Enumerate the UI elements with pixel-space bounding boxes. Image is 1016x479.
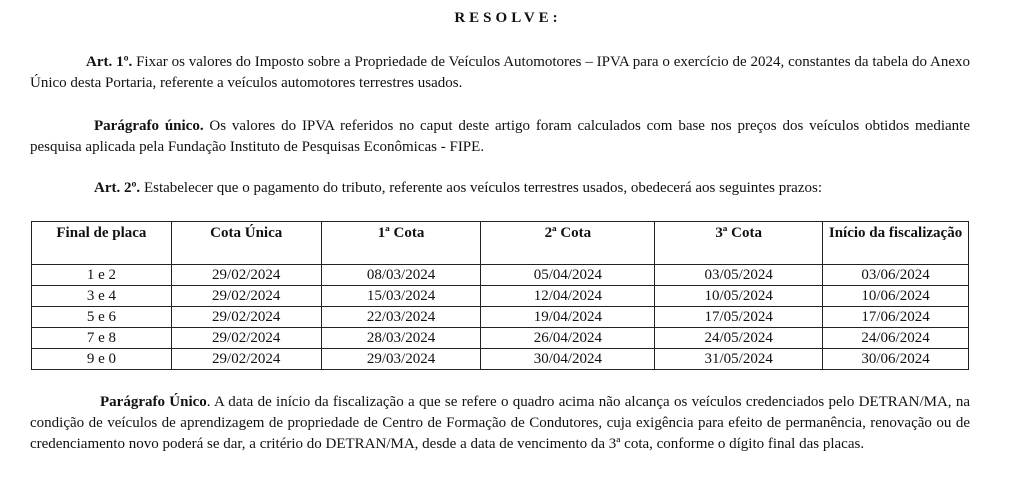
table-cell: 17/06/2024 [823, 307, 969, 328]
art-2-label: Art. 2º. [94, 180, 141, 196]
header-3a-cota: 3ª Cota [655, 222, 823, 265]
table-cell: 12/04/2024 [481, 286, 655, 307]
table-cell: 31/05/2024 [655, 349, 823, 370]
table-cell: 26/04/2024 [481, 328, 655, 349]
paragrafo-unico-2-text: . A data de início da fiscalização a que se refere o quadro acima não alcança os veículos credenciados pelo DETRAN/MA, na condição de veículos de aprendizagem de propriedade de Centro de Formação de Condutores, cuja exigência para efeito de permanência, renovação ou de credenciamento novo poderá se dar, a critério do DETRAN/MA, desde a data de vencimento da 3ª cota, conforme o dígito final das placas. [30, 394, 970, 452]
resolve-heading: RESOLVE: [454, 10, 562, 26]
table-cell: 29/02/2024 [171, 328, 321, 349]
header-2a-cota: 2ª Cota [481, 222, 655, 265]
table-cell: 29/02/2024 [171, 307, 321, 328]
table-header-row [32, 222, 969, 265]
table-cell: 29/02/2024 [171, 286, 321, 307]
payment-schedule-table [31, 221, 969, 370]
table-row [32, 265, 969, 286]
table-cell: 15/03/2024 [321, 286, 481, 307]
art-2-text: Estabelecer que o pagamento do tributo, referente aos veículos terrestres usados, obedecerá aos seguintes prazos: [140, 180, 823, 196]
table-cell: 28/03/2024 [321, 328, 481, 349]
table-cell: 24/05/2024 [655, 328, 823, 349]
table-cell: 29/02/2024 [171, 349, 321, 370]
paragrafo-unico-1-label: Parágrafo único. [94, 118, 204, 134]
table-cell: 10/06/2024 [823, 286, 969, 307]
table-cell: 30/04/2024 [481, 349, 655, 370]
header-inicio-fiscalizacao: Início da fiscalização [823, 222, 969, 265]
table-cell: 24/06/2024 [823, 328, 969, 349]
table-cell: 29/03/2024 [321, 349, 481, 370]
table-cell: 08/03/2024 [321, 265, 481, 286]
paragrafo-unico-2-label: Parágrafo Único [100, 394, 207, 410]
table-cell: 5 e 6 [32, 307, 172, 328]
table-row [32, 286, 969, 307]
table-cell: 7 e 8 [32, 328, 172, 349]
table-cell: 9 e 0 [32, 349, 172, 370]
table-row [32, 307, 969, 328]
header-1a-cota: 1ª Cota [321, 222, 481, 265]
table-cell: 03/06/2024 [823, 265, 969, 286]
paragrafo-unico-1-text: Os valores do IPVA referidos no caput deste artigo foram calculados com base nos preços dos veículos obtidos mediante pesquisa aplicada pela Fundação Instituto de Pesquisas Econômicas - FIPE. [30, 118, 970, 155]
table-row [32, 349, 969, 370]
art-1-text: Fixar os valores do Imposto sobre a Propriedade de Veículos Automotores – IPVA para o exercício de 2024, constantes da tabela do Anexo Único desta Portaria, referente a veículos automotores terrestres usados. [30, 54, 970, 91]
table-cell: 22/03/2024 [321, 307, 481, 328]
table-cell: 19/04/2024 [481, 307, 655, 328]
table-cell: 10/05/2024 [655, 286, 823, 307]
art-1-label: Art. 1º. [86, 54, 133, 70]
header-final-placa: Final de placa [32, 222, 172, 265]
table-cell: 1 e 2 [32, 265, 172, 286]
art-1-paragraph [30, 52, 970, 94]
table-cell: 05/04/2024 [481, 265, 655, 286]
table-cell: 3 e 4 [32, 286, 172, 307]
paragrafo-unico-1 [30, 116, 970, 158]
header-cota-unica: Cota Única [171, 222, 321, 265]
table-cell: 30/06/2024 [823, 349, 969, 370]
table-cell: 17/05/2024 [655, 307, 823, 328]
paragrafo-unico-2 [30, 392, 970, 455]
table-row [32, 328, 969, 349]
art-2-paragraph [30, 178, 970, 199]
table-cell: 03/05/2024 [655, 265, 823, 286]
table-cell: 29/02/2024 [171, 265, 321, 286]
